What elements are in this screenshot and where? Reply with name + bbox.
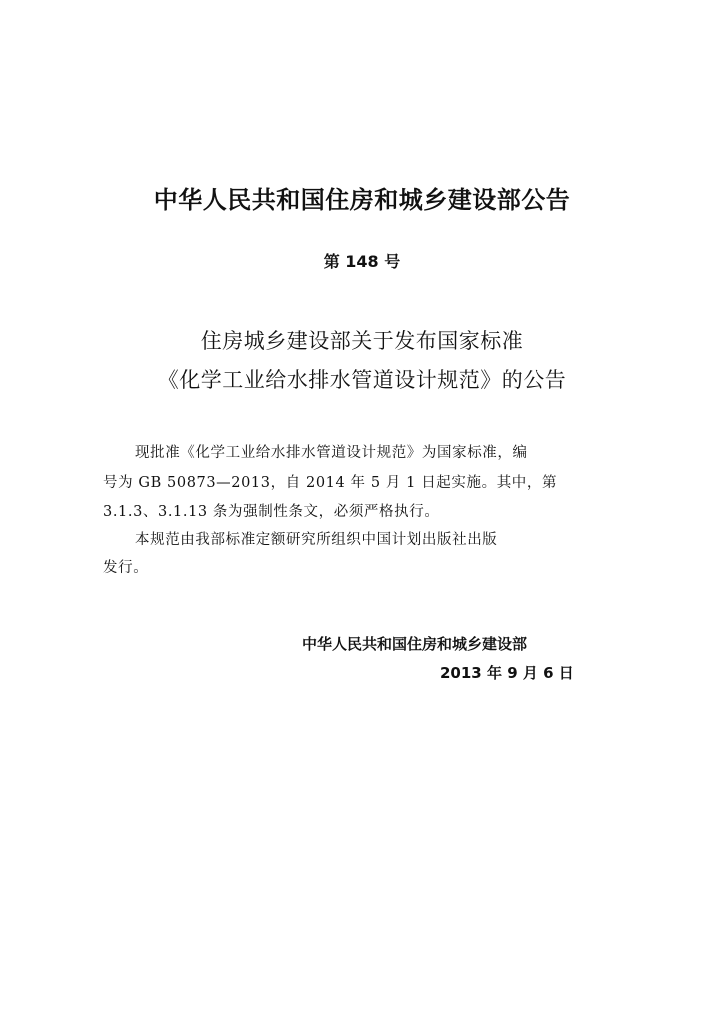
body-paragraph-1-line-1: 现批准《化学工业给水排水管道设计规范》为国家标准，编 [135, 445, 528, 461]
issuer-name: 中华人民共和国住房和城乡建设部 [302, 635, 528, 653]
body-paragraph-2-line-2: 发行。 [103, 560, 149, 576]
body-paragraph-2-line-1: 本规范由我部标准定额研究所组织中国计划出版社出版 [135, 532, 498, 548]
ministry-announcement-title: 中华人民共和国住房和城乡建设部公告 [153, 186, 571, 214]
notice-title-line-2: 《化学工业给水排水管道设计规范》的公告 [157, 368, 567, 392]
issue-number: 第 148 号 [323, 252, 401, 271]
issue-date: 2013 年 9 月 6 日 [440, 664, 574, 682]
body-paragraph-1-line-2: 号为 GB 50873—2013，自 2014 年 5 月 1 日起实施。其中，第 [103, 475, 558, 491]
body-paragraph-1-line-3: 3.1.3、3.1.13 条为强制性条文，必须严格执行。 [103, 504, 440, 520]
notice-title-line-1: 住房城乡建设部关于发布国家标准 [200, 329, 524, 353]
